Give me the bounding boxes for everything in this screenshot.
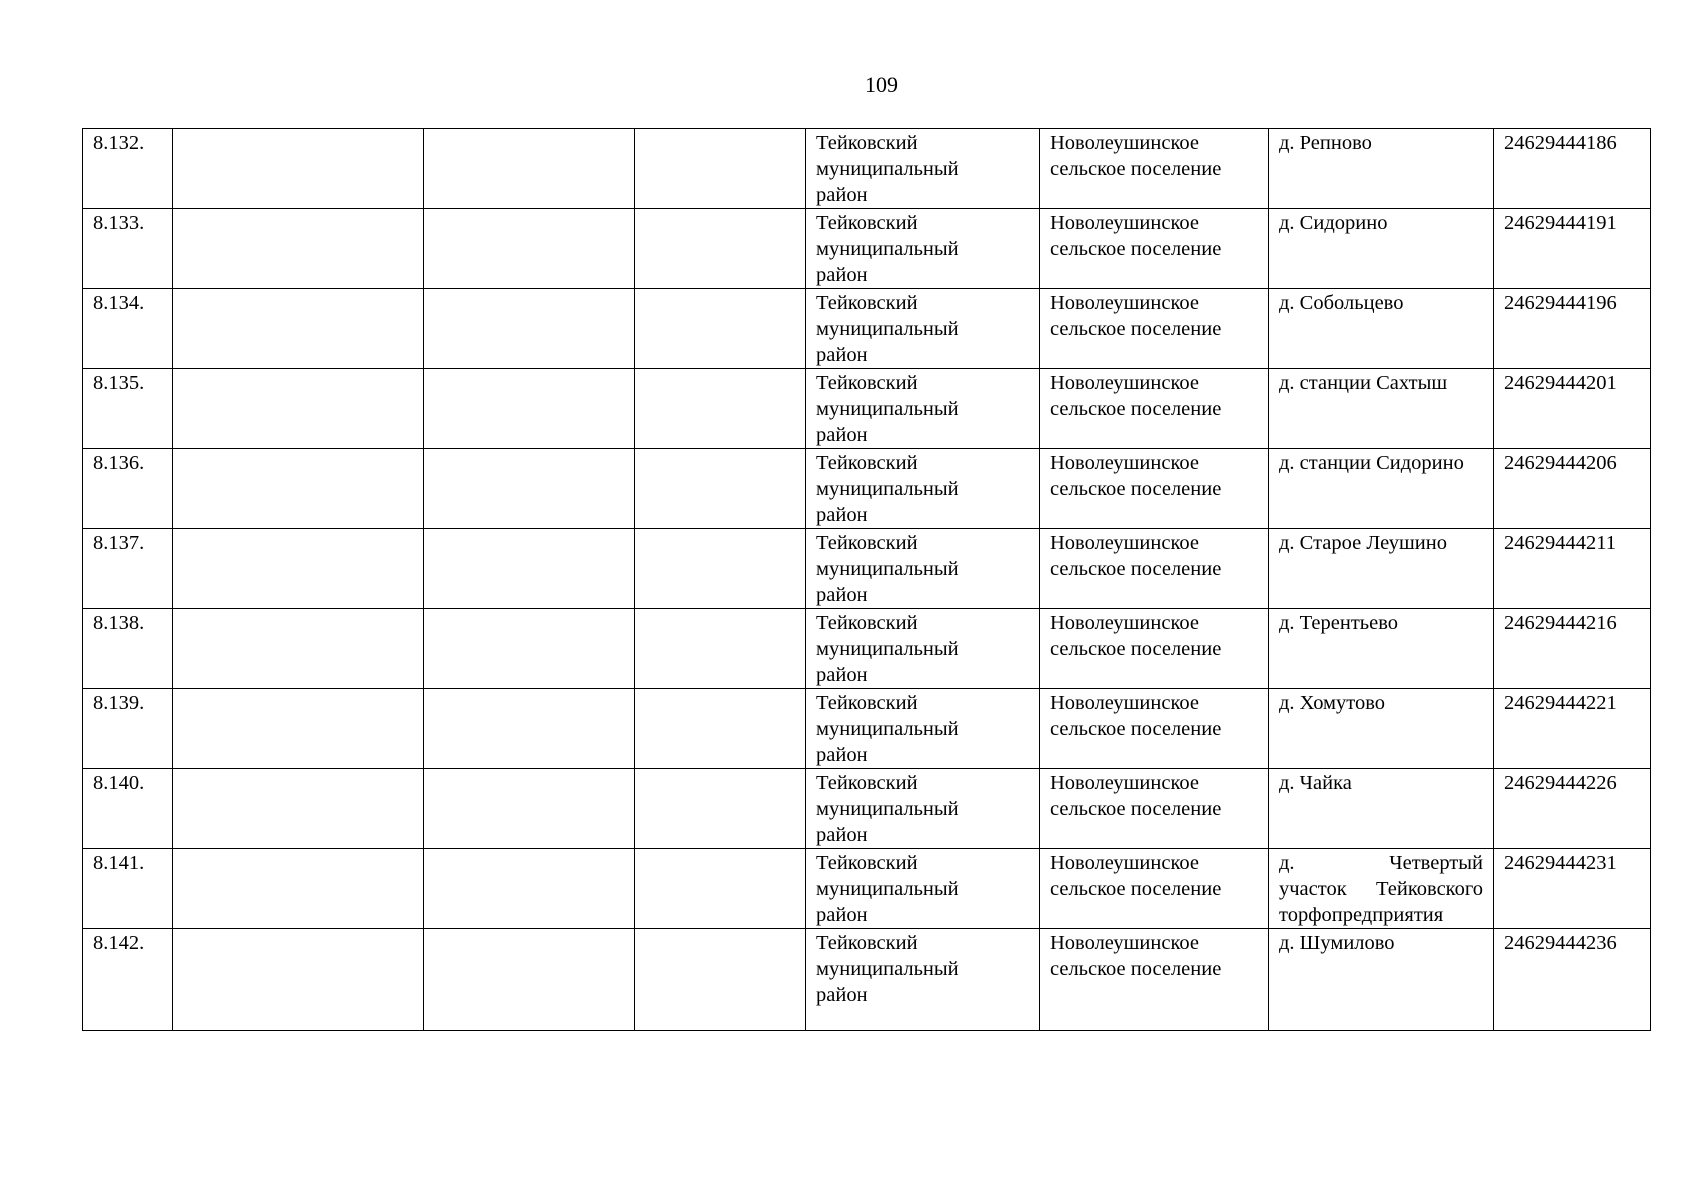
locality-cell (1269, 929, 1494, 1031)
locality-line: д. Собольцево (1279, 292, 1404, 314)
locality-line: д. станции Сахтыш (1279, 372, 1448, 394)
district-line: Тейковский (816, 692, 918, 714)
district-line: Тейковский (816, 772, 918, 794)
settlement-cell (1040, 769, 1269, 849)
district-line: район (816, 664, 868, 686)
district-line: Тейковский (816, 132, 918, 154)
settlement-line: сельское поселение (1050, 318, 1222, 340)
locality-line: д. Чайка (1279, 772, 1352, 794)
locality-line: д. станции Сидорино (1279, 452, 1464, 474)
empty-cell (635, 369, 806, 449)
settlement-line: сельское поселение (1050, 478, 1222, 500)
locality-line: д. Репново (1279, 132, 1372, 154)
empty-cell (635, 529, 806, 609)
district-cell (806, 849, 1040, 929)
row-number-cell: 8.135. (83, 369, 173, 449)
district-line: муниципальный (816, 318, 959, 340)
locality-line: д. Четвертый (1279, 852, 1483, 874)
settlement-line: Новолеушинское (1050, 692, 1199, 714)
district-line: муниципальный (816, 478, 959, 500)
settlement-cell (1040, 129, 1269, 209)
district-line: муниципальный (816, 798, 959, 820)
empty-cell (424, 129, 635, 209)
table-row (83, 849, 1651, 929)
oktmo-code-cell: 24629444196 (1494, 289, 1651, 369)
district-line: Тейковский (816, 612, 918, 634)
district-line: Тейковский (816, 532, 918, 554)
settlement-line: сельское поселение (1050, 158, 1222, 180)
settlement-cell (1040, 609, 1269, 689)
district-line: район (816, 744, 868, 766)
table-row (83, 529, 1651, 609)
table-row (83, 369, 1651, 449)
district-cell (806, 769, 1040, 849)
district-line: район (816, 904, 868, 926)
row-number-cell: 8.133. (83, 209, 173, 289)
settlement-cell (1040, 289, 1269, 369)
locality-line: д. Шумилово (1279, 932, 1395, 954)
locality-line: д. Терентьево (1279, 612, 1399, 634)
empty-cell (173, 449, 424, 529)
locality-cell (1269, 449, 1494, 529)
settlement-line: Новолеушинское (1050, 452, 1199, 474)
locality-line: д. Хомутово (1279, 692, 1386, 714)
empty-cell (635, 689, 806, 769)
empty-cell (424, 529, 635, 609)
empty-cell (173, 849, 424, 929)
settlement-cell (1040, 449, 1269, 529)
registry-table (82, 128, 1651, 1031)
settlement-line: Новолеушинское (1050, 612, 1199, 634)
locality-line: д. Старое Леушино (1279, 532, 1447, 554)
settlement-cell (1040, 209, 1269, 289)
district-line: муниципальный (816, 638, 959, 660)
row-number-cell: 8.141. (83, 849, 173, 929)
settlement-line: Новолеушинское (1050, 372, 1199, 394)
settlement-line: Новолеушинское (1050, 772, 1199, 794)
settlement-cell (1040, 369, 1269, 449)
row-number-cell: 8.132. (83, 129, 173, 209)
settlement-line: сельское поселение (1050, 398, 1222, 420)
row-number-cell: 8.142. (83, 929, 173, 1031)
locality-cell (1269, 769, 1494, 849)
registry-table-body (83, 129, 1651, 1031)
oktmo-code-cell: 24629444211 (1494, 529, 1651, 609)
district-line: муниципальный (816, 558, 959, 580)
settlement-line: Новолеушинское (1050, 212, 1199, 234)
district-line: Тейковский (816, 452, 918, 474)
table-row (83, 209, 1651, 289)
oktmo-code-cell: 24629444186 (1494, 129, 1651, 209)
oktmo-code-cell: 24629444191 (1494, 209, 1651, 289)
district-cell (806, 929, 1040, 1031)
table-row (83, 609, 1651, 689)
oktmo-code-cell: 24629444206 (1494, 449, 1651, 529)
empty-cell (424, 449, 635, 529)
empty-cell (424, 369, 635, 449)
empty-cell (173, 129, 424, 209)
settlement-line: Новолеушинское (1050, 532, 1199, 554)
settlement-line: сельское поселение (1050, 718, 1222, 740)
locality-cell (1269, 529, 1494, 609)
settlement-line: сельское поселение (1050, 878, 1222, 900)
district-line: муниципальный (816, 878, 959, 900)
locality-line: д. Сидорино (1279, 212, 1388, 234)
district-line: район (816, 424, 868, 446)
district-cell (806, 369, 1040, 449)
table-row (83, 289, 1651, 369)
empty-cell (173, 689, 424, 769)
locality-cell (1269, 289, 1494, 369)
oktmo-code-cell: 24629444236 (1494, 929, 1651, 1031)
settlement-line: сельское поселение (1050, 638, 1222, 660)
settlement-line: сельское поселение (1050, 958, 1222, 980)
settlement-cell (1040, 929, 1269, 1031)
empty-cell (173, 769, 424, 849)
locality-cell (1269, 609, 1494, 689)
empty-cell (173, 209, 424, 289)
empty-cell (173, 289, 424, 369)
district-line: район (816, 344, 868, 366)
settlement-line: сельское поселение (1050, 798, 1222, 820)
empty-cell (424, 769, 635, 849)
district-line: район (816, 984, 868, 1006)
oktmo-code-cell: 24629444221 (1494, 689, 1651, 769)
district-line: Тейковский (816, 852, 918, 874)
locality-cell (1269, 849, 1494, 929)
district-cell (806, 689, 1040, 769)
district-line: Тейковский (816, 932, 918, 954)
row-number-cell: 8.137. (83, 529, 173, 609)
row-number-cell: 8.140. (83, 769, 173, 849)
empty-cell (635, 289, 806, 369)
empty-cell (424, 289, 635, 369)
empty-cell (424, 689, 635, 769)
settlement-line: сельское поселение (1050, 238, 1222, 260)
empty-cell (173, 929, 424, 1031)
district-cell (806, 609, 1040, 689)
district-line: район (816, 184, 868, 206)
district-line: муниципальный (816, 398, 959, 420)
district-line: муниципальный (816, 958, 959, 980)
empty-cell (173, 609, 424, 689)
empty-cell (635, 769, 806, 849)
empty-cell (424, 609, 635, 689)
settlement-cell (1040, 689, 1269, 769)
page-number: 109 (865, 72, 898, 97)
table-row (83, 769, 1651, 849)
district-line: Тейковский (816, 292, 918, 314)
empty-cell (424, 849, 635, 929)
table-row (83, 689, 1651, 769)
settlement-line: Новолеушинское (1050, 932, 1199, 954)
empty-cell (635, 609, 806, 689)
district-line: муниципальный (816, 238, 959, 260)
district-cell (806, 209, 1040, 289)
oktmo-code-cell: 24629444231 (1494, 849, 1651, 929)
settlement-line: сельское поселение (1050, 558, 1222, 580)
locality-cell (1269, 209, 1494, 289)
district-line: район (816, 824, 868, 846)
settlement-line: Новолеушинское (1050, 132, 1199, 154)
row-number-cell: 8.136. (83, 449, 173, 529)
locality-line: торфопредприятия (1279, 904, 1444, 926)
settlement-cell (1040, 849, 1269, 929)
district-line: муниципальный (816, 718, 959, 740)
table-row (83, 929, 1651, 1031)
locality-line: участок Тейковского (1279, 878, 1483, 900)
settlement-line: Новолеушинское (1050, 292, 1199, 314)
oktmo-code-cell: 24629444226 (1494, 769, 1651, 849)
settlement-line: Новолеушинское (1050, 852, 1199, 874)
district-cell (806, 449, 1040, 529)
empty-cell (424, 209, 635, 289)
empty-cell (635, 449, 806, 529)
oktmo-code-cell: 24629444201 (1494, 369, 1651, 449)
empty-cell (635, 849, 806, 929)
settlement-cell (1040, 529, 1269, 609)
district-cell (806, 289, 1040, 369)
district-line: район (816, 504, 868, 526)
district-cell (806, 529, 1040, 609)
empty-cell (635, 209, 806, 289)
locality-cell (1269, 369, 1494, 449)
district-cell (806, 129, 1040, 209)
row-number-cell: 8.134. (83, 289, 173, 369)
locality-cell (1269, 129, 1494, 209)
table-row (83, 449, 1651, 529)
empty-cell (173, 369, 424, 449)
district-line: муниципальный (816, 158, 959, 180)
oktmo-code-cell: 24629444216 (1494, 609, 1651, 689)
table-row (83, 129, 1651, 209)
empty-cell (173, 529, 424, 609)
empty-cell (424, 929, 635, 1031)
locality-cell (1269, 689, 1494, 769)
district-line: Тейковский (816, 372, 918, 394)
empty-cell (635, 129, 806, 209)
district-line: район (816, 264, 868, 286)
row-number-cell: 8.139. (83, 689, 173, 769)
district-line: Тейковский (816, 212, 918, 234)
district-line: район (816, 584, 868, 606)
empty-cell (635, 929, 806, 1031)
row-number-cell: 8.138. (83, 609, 173, 689)
